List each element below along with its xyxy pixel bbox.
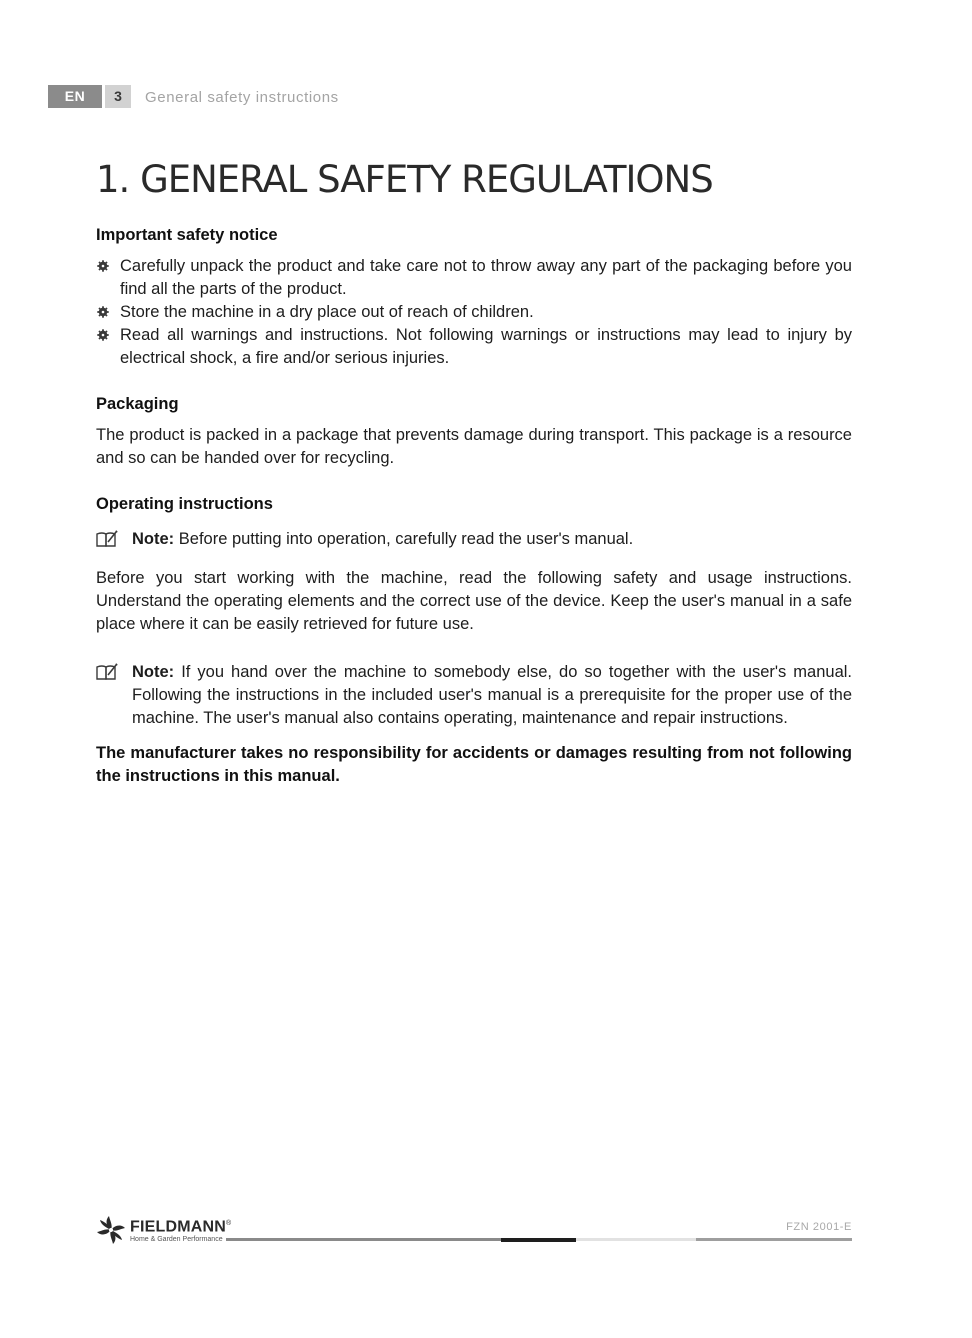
section-heading-important: Important safety notice xyxy=(96,226,278,244)
note-text: If you hand over the machine to somebody else, do so together with the user's manual. Following the instructions in the included user's manual is a prerequisite for the proper use of the machine. The user's manual also contains operating, maintenance and repair instructions. xyxy=(132,663,852,727)
registered-mark: ® xyxy=(226,1220,232,1227)
page-number: 3 xyxy=(105,85,131,108)
note-read-manual xyxy=(96,528,852,551)
operating-paragraph: Before you start working with the machine, read the following safety and usage instructions. Understand the operating elements and the correct use of the device. Keep the user's manual in a safe place where it can be easily retrieved for future use. xyxy=(96,569,852,633)
bullet-text: Carefully unpack the product and take care not to throw away any part of the packaging before you find all the parts of the product. xyxy=(120,257,852,298)
logo-text xyxy=(130,1215,231,1244)
brand-logo xyxy=(96,1215,231,1245)
fan-logo-icon xyxy=(96,1215,126,1245)
page-title: 1. GENERAL SAFETY REGULATIONS xyxy=(96,158,713,201)
model-number: FZN 2001-E xyxy=(786,1221,852,1233)
footer-bar-segment-light xyxy=(576,1238,696,1241)
note-label: Note: xyxy=(132,663,175,681)
section-heading-operating: Operating instructions xyxy=(96,495,273,513)
list-item xyxy=(96,324,852,370)
list-item xyxy=(96,301,852,324)
bullet-text: Read all warnings and instructions. Not following warnings or instructions may lead to injury by electrical shock, a fire and/or serious injuries. xyxy=(120,326,852,367)
disclaimer: The manufacturer takes no responsibility for accidents or damages resulting from not following the instructions in this manual. xyxy=(96,744,852,785)
note-text: Before putting into operation, carefully read the user's manual. xyxy=(174,530,634,548)
brand-name: FIELDMANN xyxy=(130,1218,227,1236)
section-heading-packaging: Packaging xyxy=(96,395,179,413)
gear-bullet-icon xyxy=(97,306,109,318)
brand-tagline: Home & Garden Performance xyxy=(130,1236,223,1244)
packaging-text: The product is packed in a package that prevents damage during transport. This package is a resource and so can be handed over for recycling. xyxy=(96,426,852,467)
safety-bullet-list xyxy=(96,255,852,370)
main-content xyxy=(96,224,852,788)
header-section-title: General safety instructions xyxy=(145,89,339,106)
open-book-icon xyxy=(96,663,118,681)
page-header xyxy=(48,85,339,108)
list-item xyxy=(96,255,852,301)
open-book-icon xyxy=(96,530,118,548)
gear-bullet-icon xyxy=(97,260,109,272)
footer-bar-segment xyxy=(696,1238,852,1241)
note-label: Note: xyxy=(132,530,175,548)
gear-bullet-icon xyxy=(97,329,109,341)
note-hand-over xyxy=(96,661,852,730)
language-tag: EN xyxy=(48,85,102,108)
footer-bar-segment-dark xyxy=(501,1238,576,1242)
bullet-text: Store the machine in a dry place out of reach of children. xyxy=(120,303,534,321)
footer-bar-segment xyxy=(226,1238,501,1241)
